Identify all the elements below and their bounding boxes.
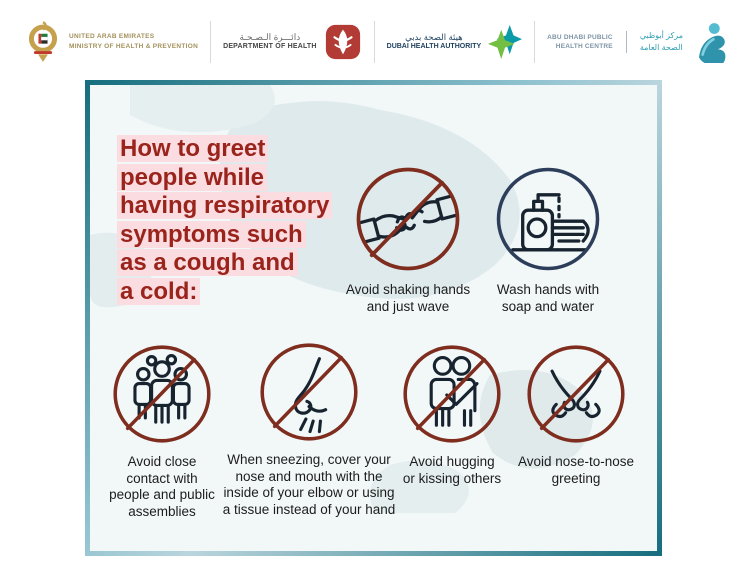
tip-avoid-close-contact [90,342,237,521]
logo-adphc [547,21,726,63]
adphc-arabic-line2: الصحة العامة [639,43,683,52]
item-caption: Avoid nose-to-nose greeting [517,454,635,486]
item-caption: Wash hands with soap and water [496,282,600,314]
item-caption: Avoid hugging or kissing others [402,454,502,486]
tip-wash-hands [473,164,623,315]
adphc-arabic [640,30,683,53]
wash-hands-icon [493,164,603,274]
doh-english: DEPARTMENT OF HEALTH [223,43,317,51]
mohap-text [69,32,198,53]
item-caption: Avoid shaking hands and just wave [345,282,471,314]
header-divider [534,21,535,63]
doh-arabic: دائـــرة الـصـحـة [239,32,301,43]
logo-doh [223,23,362,61]
doh-emblem-icon [324,23,362,61]
title-line: people while [117,164,267,191]
crowd-prohibited-icon [110,342,214,446]
adphc-divider-bar [626,31,627,53]
tip-sneeze-etiquette [219,340,399,519]
title-line: as a cough and [117,249,298,276]
adphc-figure-icon [690,21,726,63]
dha-arabic: هيئة الصحة بدبي [405,32,463,43]
uae-emblem-icon [24,19,62,65]
title-line: a cold: [117,278,200,305]
title-line: having respiratory [117,192,332,219]
tip-avoid-nose-to-nose [501,342,651,487]
mohap-line2: MINISTRY OF HEALTH & PREVENTION [68,43,199,50]
logo-dha [387,25,523,59]
item-caption: When sneezing, cover your nose and mouth with the inside of your elbow or using a tissue instead of your hand [222,452,396,518]
tip-avoid-shaking-hands [333,164,483,315]
header-divider [210,21,211,63]
header-divider [374,21,375,63]
title-line: symptoms such [117,221,306,248]
dha-text [387,32,482,51]
content-panel [90,85,657,551]
content-frame [85,80,662,556]
handshake-prohibited-icon [353,164,463,274]
hug-prohibited-icon [400,342,504,446]
adphc-english [547,33,613,52]
item-caption: Avoid close contact with people and public assemblies [109,454,215,520]
logo-header [0,14,750,70]
nose-to-nose-prohibited-icon [524,342,628,446]
adphc-english-line2: HEALTH CENTRE [555,43,613,50]
doh-text [223,32,317,51]
dha-star-icon [488,25,522,59]
dha-english: DUBAI HEALTH AUTHORITY [386,42,482,50]
mohap-line1: UNITED ARAB EMIRATES [68,32,155,40]
title-line: How to greet [117,135,268,162]
adphc-english-line1: ABU DHABI PUBLIC [547,33,613,41]
logo-mohap [24,19,198,65]
adphc-arabic-line1: مركز أبوظبي [639,31,683,41]
sneeze-prohibited-icon [257,340,361,444]
